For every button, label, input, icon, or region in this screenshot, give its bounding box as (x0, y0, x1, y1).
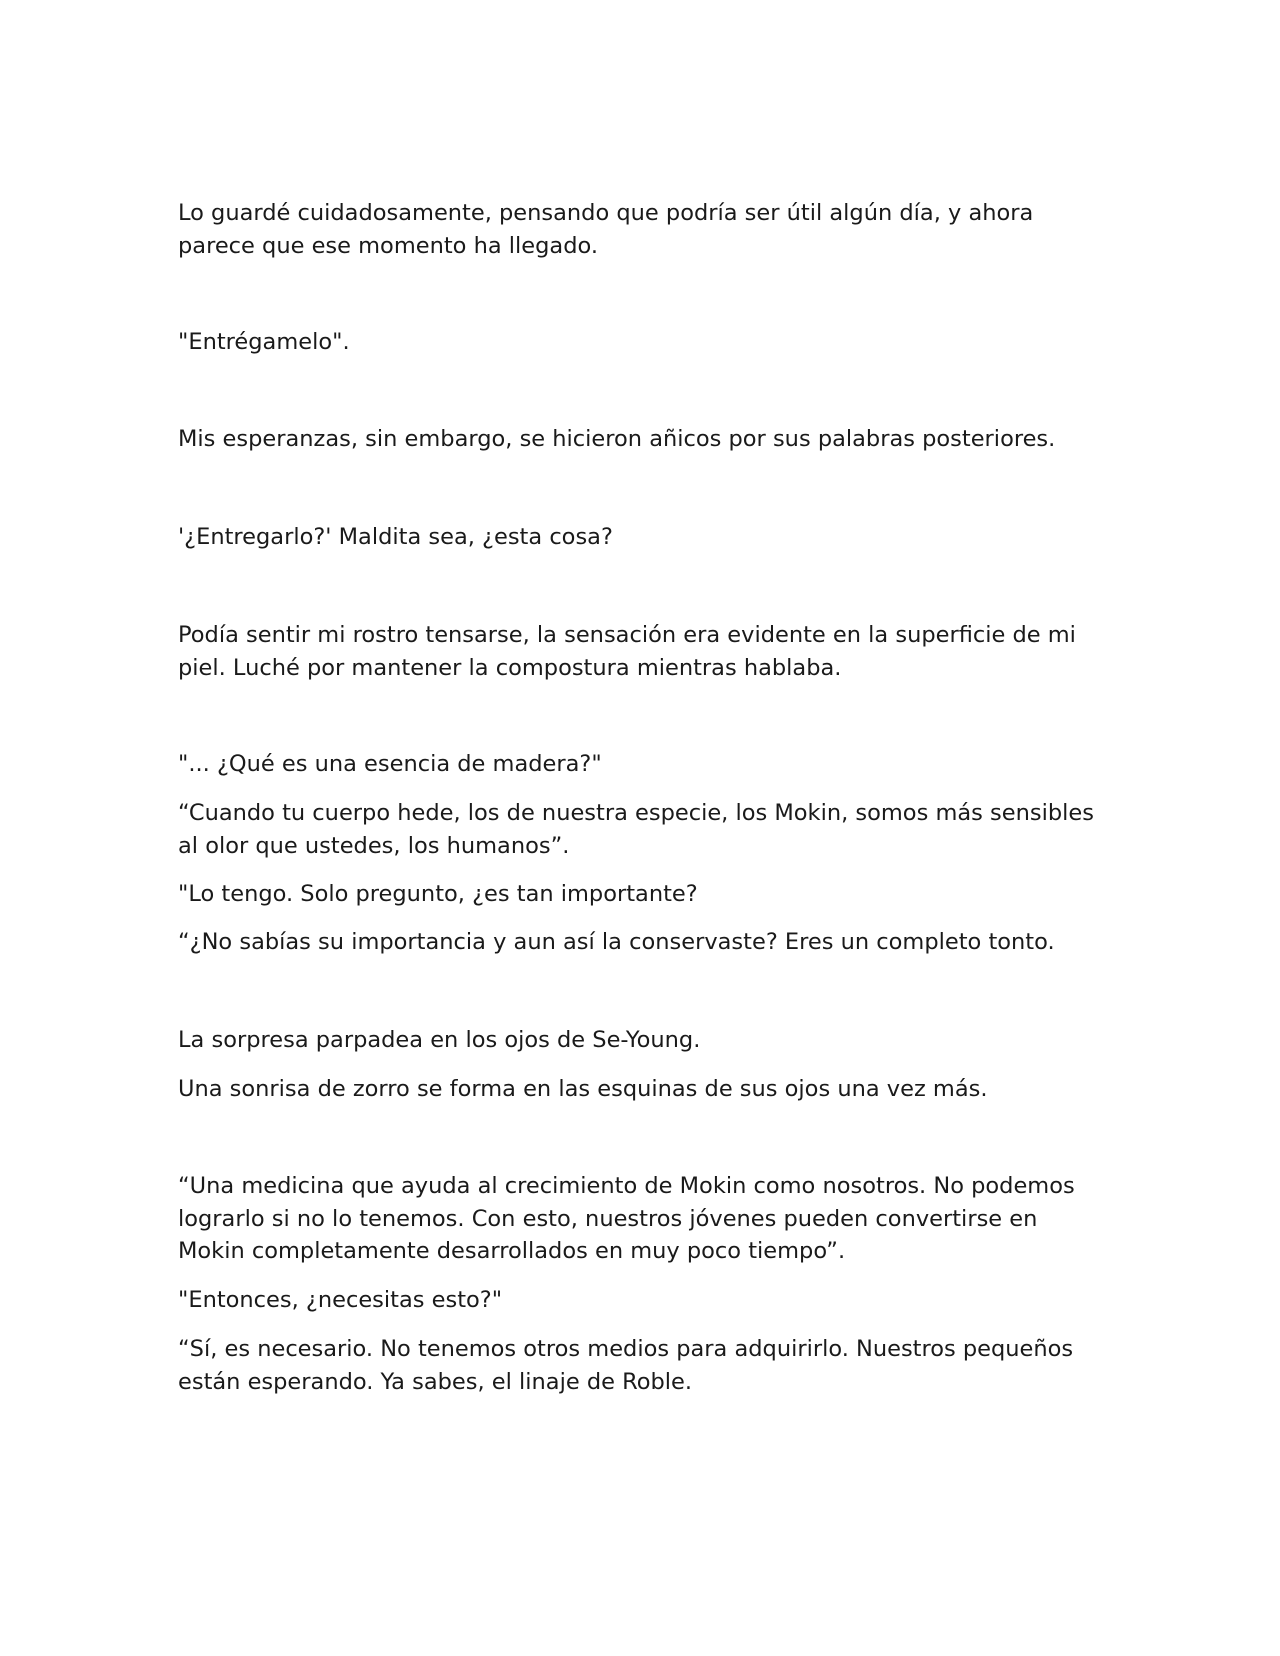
paragraph-9: “¿No sabías su importancia y aun así la conservaste? Eres un completo tonto. (178, 929, 1055, 955)
paragraph-8: "Lo tengo. Solo pregunto, ¿es tan importante? (178, 881, 698, 907)
paragraph-1: Lo guardé cuidadosamente, pensando que podría ser útil algún día, y ahora parece que ese momento ha llegado. (178, 200, 1034, 259)
paragraph-10: La sorpresa parpadea en los ojos de Se-Young. (178, 1027, 701, 1053)
paragraph-13: "Entonces, ¿necesitas esto?" (178, 1287, 503, 1313)
paragraph-4: '¿Entregarlo?' Maldita sea, ¿esta cosa? (178, 524, 613, 550)
paragraph-11: Una sonrisa de zorro se forma en las esquinas de sus ojos una vez más. (178, 1076, 988, 1102)
paragraph-3: Mis esperanzas, sin embargo, se hicieron añicos por sus palabras posteriores. (178, 426, 1056, 452)
paragraph-2: "Entrégamelo". (178, 329, 350, 355)
paragraph-7: “Cuando tu cuerpo hede, los de nuestra especie, los Mokin, somos más sensibles al olor que ustedes, los humanos”. (178, 800, 1094, 859)
paragraph-14: “Sí, es necesario. No tenemos otros medios para adquirirlo. Nuestros pequeños están esperando. Ya sabes, el linaje de Roble. (178, 1336, 1074, 1395)
paragraph-12: “Una medicina que ayuda al crecimiento de Mokin como nosotros. No podemos lograrlo si no lo tenemos. Con esto, nuestros jóvenes pueden convertirse en Mokin completamente desarrollados en muy poco tiempo”. (178, 1173, 1075, 1264)
paragraph-5: Podía sentir mi rostro tensarse, la sensación era evidente en la superficie de mi piel. Luché por mantener la compostura mientras hablaba. (178, 622, 1076, 681)
paragraph-6: "... ¿Qué es una esencia de madera?" (178, 751, 602, 777)
